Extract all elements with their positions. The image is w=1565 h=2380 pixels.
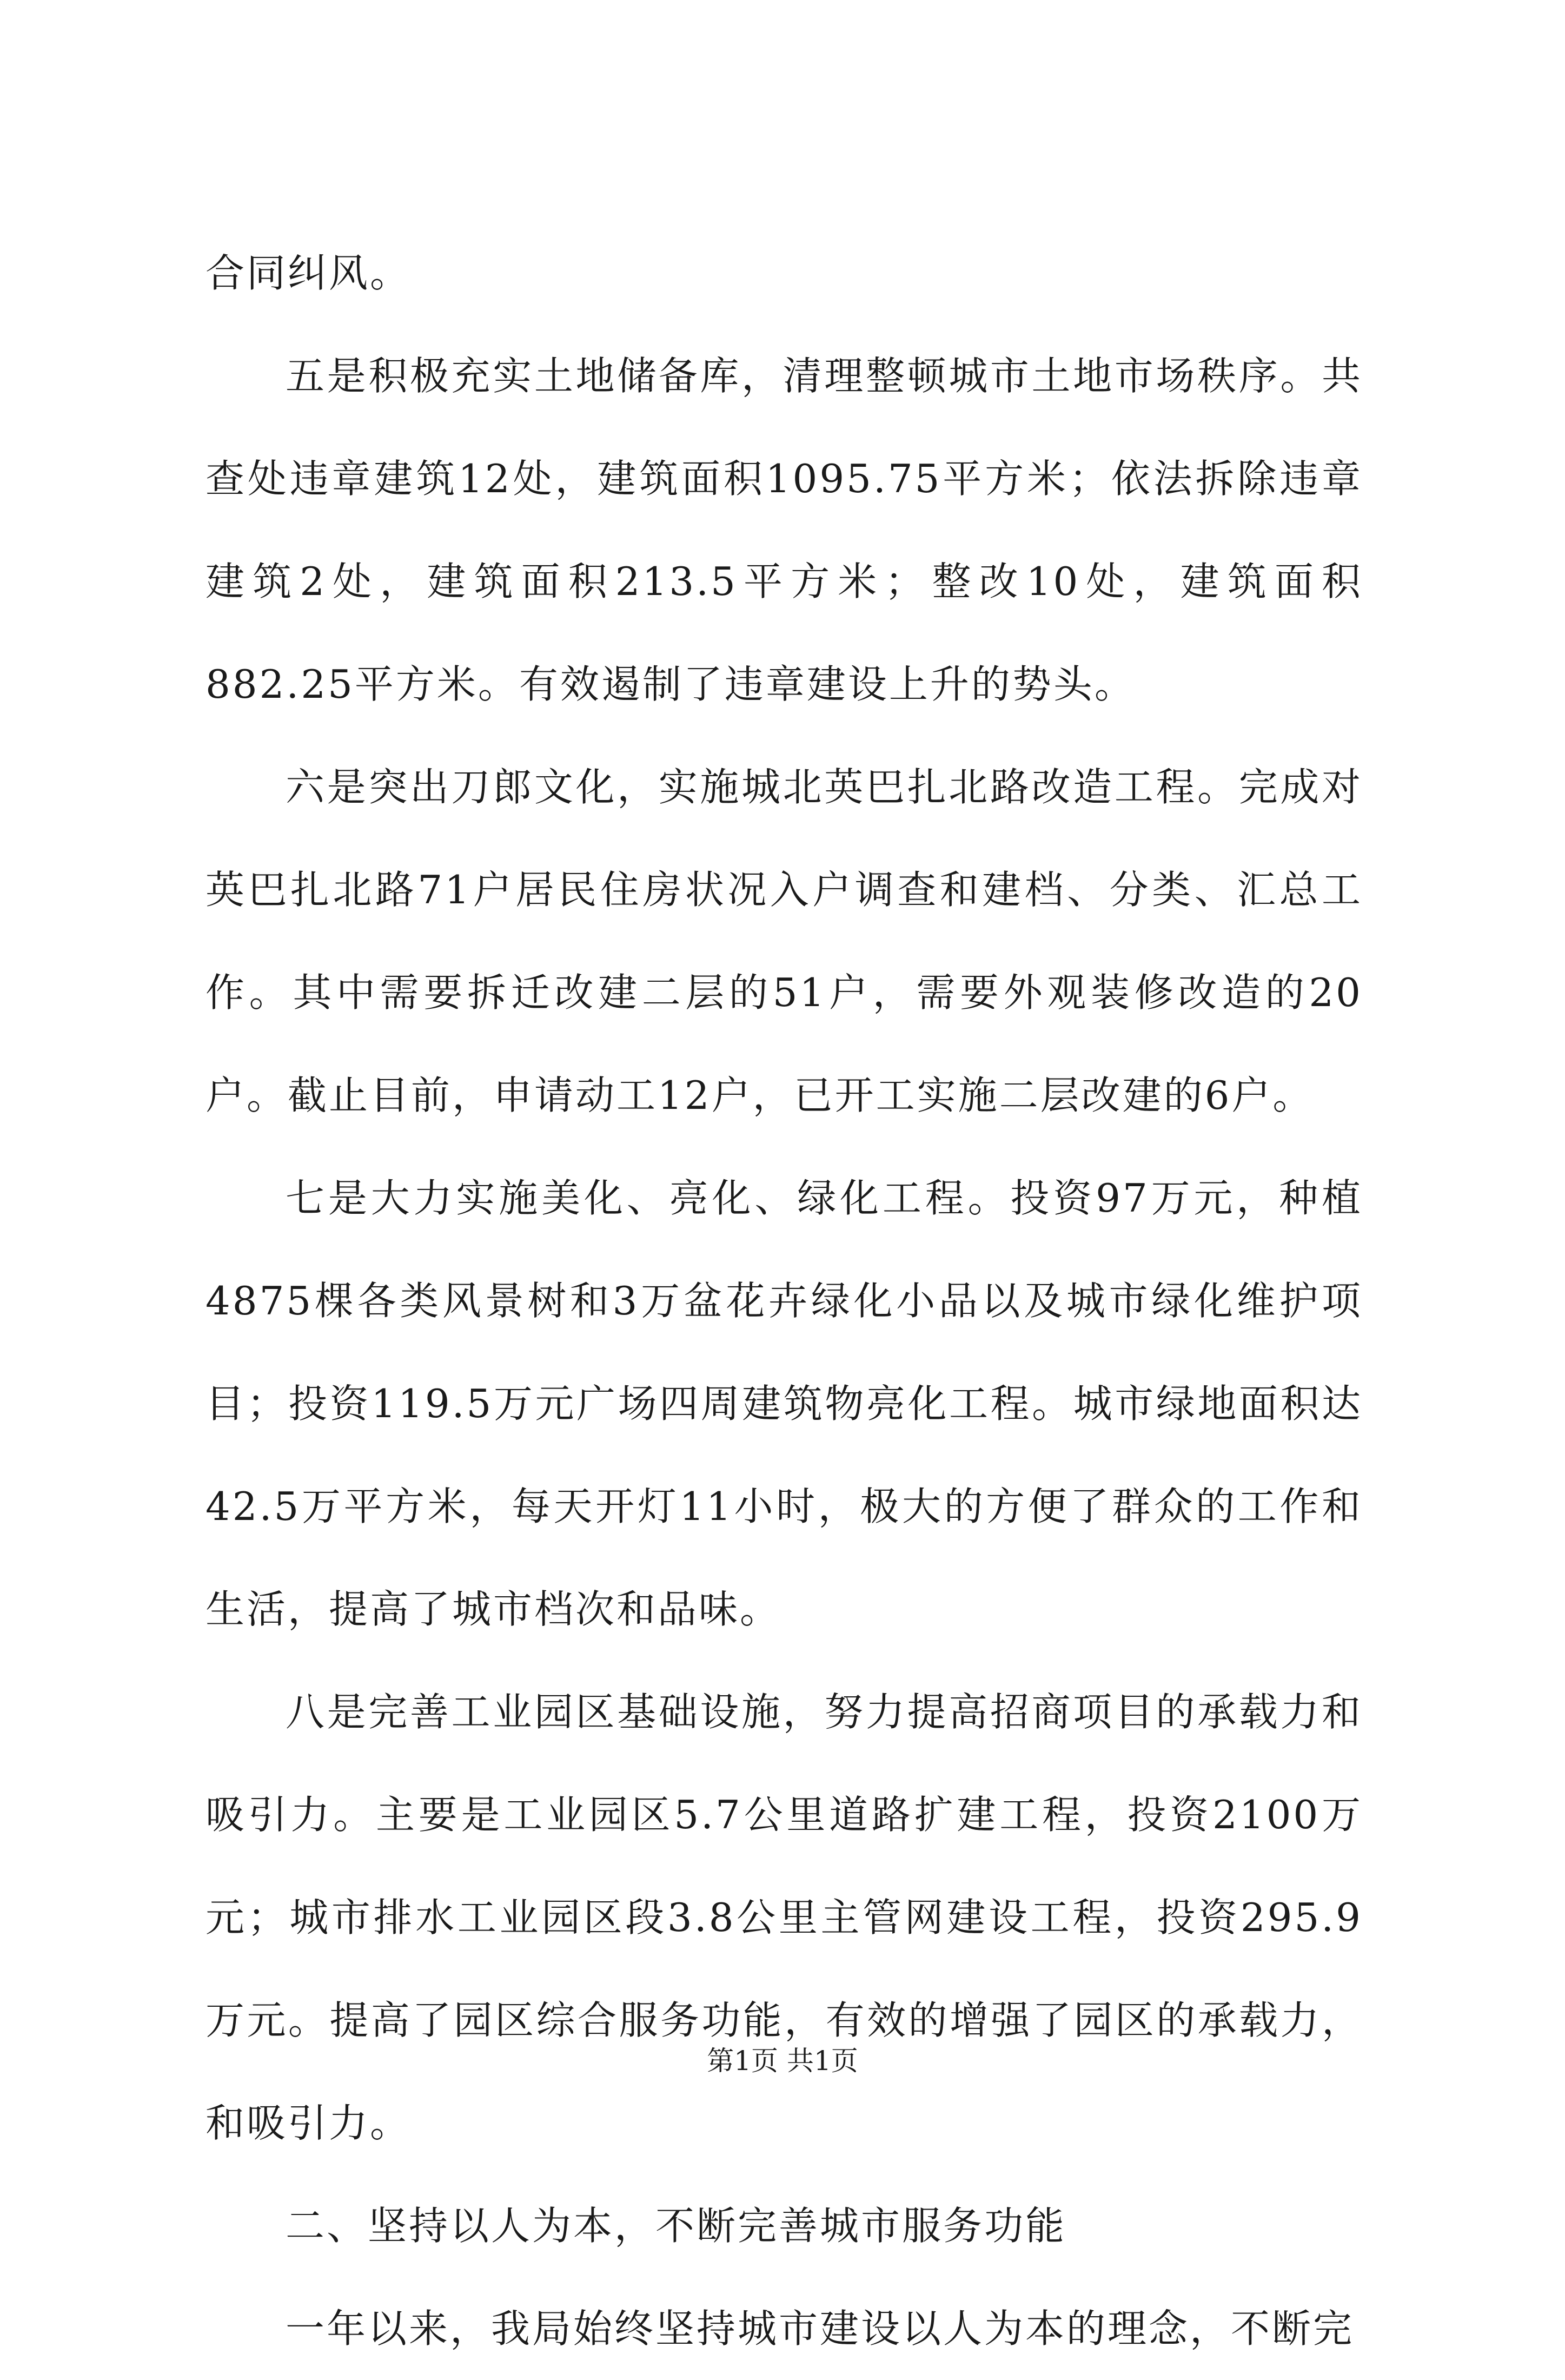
paragraph-section-two-intro: 一年以来，我局始终坚持城市建设以人为本的理念，不断完 (286, 2306, 1355, 2351)
section-heading-two: 二、坚持以人为本，不断完善城市服务功能 (286, 2203, 1067, 2249)
paragraph-continuation: 合同纠风。 (205, 250, 412, 296)
paragraph-item-five: 五是积极充实土地储备库，清理整顿城市土地市场秩序。共查处违章建筑12处，建筑面积1095.75平方米；依法拆除违章建筑2处，建筑面积213.5平方米；整改10处，建筑面积882.25平方米。有效遏制了违章建设上升的势头。 (205, 353, 1363, 707)
paragraph-item-seven: 七是大力实施美化、亮化、绿化工程。投资97万元，种植4875棵各类风景树和3万盆花卉绿化小品以及城市绿化维护项目；投资119.5万元广场四周建筑物亮化工程。城市绿地面积达42.5万平方米，每天开灯11小时，极大的方便了群众的工作和生活，提高了城市档次和品味。 (205, 1175, 1363, 1632)
page-number-footer: 第1页 共1页 (707, 2045, 858, 2077)
paragraph-item-eight: 八是完善工业园区基础设施，努力提高招商项目的承载力和吸引力。主要是工业园区5.7公里道路扩建工程，投资2100万元；城市排水工业园区段3.8公里主管网建设工程，投资295.9万元。提高了园区综合服务功能，有效的增强了园区的承载力，和吸引力。 (205, 1689, 1363, 2146)
paragraph-item-six: 六是突出刀郎文化，实施城北英巴扎北路改造工程。完成对英巴扎北路71户居民住房状况入户调查和建档、分类、汇总工作。其中需要拆迁改建二层的51户，需要外观装修改造的20户。截止目前，申请动工12户，已开工实施二层改建的6户。 (205, 764, 1363, 1118)
